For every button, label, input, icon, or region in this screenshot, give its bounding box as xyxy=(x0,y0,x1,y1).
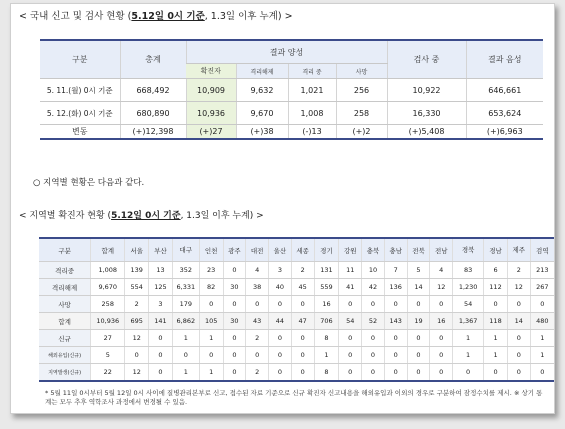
regional-header-cell: 인천 xyxy=(199,238,223,262)
table-cell: 118 xyxy=(484,313,508,330)
table-cell: 45 xyxy=(291,279,314,296)
footnote: * 5월 11일 0시부터 5월 12일 0시 사이에 질병관리본부로 신고, 접수된 자료 기준으로 신규 확진자 신고내용을 해외유입과 이외의 경우로 구분하여 잠정수치를 제시. ※ 상기 통계는 모두 추후 역학조사 과정에서 변경될 수 있음. xyxy=(45,389,543,406)
table-cell: 5 xyxy=(407,262,430,279)
cell-death: 258 xyxy=(336,102,387,125)
table-cell: 11 xyxy=(339,262,362,279)
table-cell: 42 xyxy=(362,279,385,296)
regional-title-date: 5.12일 0시 기준 xyxy=(111,211,181,221)
row-label: 격리중 xyxy=(39,262,91,279)
table-cell: 12 xyxy=(125,364,149,382)
regional-header-cell: 광주 xyxy=(223,238,246,262)
table-cell: 1 xyxy=(453,347,484,364)
table-cell: 1 xyxy=(484,347,508,364)
table-cell: 0 xyxy=(484,296,508,313)
table-cell: 2 xyxy=(125,296,149,313)
cell-testing: 10,922 xyxy=(387,79,466,102)
row-label: 지역발생(신규) xyxy=(39,364,91,382)
table-cell: 14 xyxy=(507,313,530,330)
header-released: 격리해제 xyxy=(236,64,288,79)
table-cell: 7 xyxy=(384,262,407,279)
table-cell: 0 xyxy=(339,296,362,313)
table-cell: 6,862 xyxy=(172,313,199,330)
table-cell: 1,230 xyxy=(453,279,484,296)
table-cell: 0 xyxy=(246,296,269,313)
table-cell: 16 xyxy=(314,296,339,313)
table-cell: 40 xyxy=(269,279,292,296)
table-cell: 9,670 xyxy=(91,279,125,296)
table-cell: 4 xyxy=(246,262,269,279)
regional-note: ○ 지역별 현황은 다음과 같다. xyxy=(33,178,145,188)
regional-header-cell: 대구 xyxy=(172,238,199,262)
table-cell: 41 xyxy=(339,279,362,296)
regional-header-cell: 대전 xyxy=(246,238,269,262)
regional-header-cell: 부산 xyxy=(149,238,173,262)
table-cell: 0 xyxy=(507,330,530,347)
table-row xyxy=(39,330,554,347)
table-cell: 8 xyxy=(314,330,339,347)
table-cell: 2 xyxy=(246,364,269,382)
row-label: 합계 xyxy=(39,313,91,330)
table-cell: 0 xyxy=(149,347,173,364)
row-label: 격리해제 xyxy=(39,279,91,296)
table-cell: 0 xyxy=(125,347,149,364)
table-cell: 0 xyxy=(269,364,292,382)
header-testing: 검사 중 xyxy=(387,40,466,79)
regional-header-cell: 충북 xyxy=(362,238,385,262)
table-cell: 0 xyxy=(507,364,530,382)
table-cell: 30 xyxy=(223,313,246,330)
table-cell: 480 xyxy=(530,313,554,330)
table-cell: 10 xyxy=(362,262,385,279)
cell-negative: (+)6,963 xyxy=(466,125,543,140)
table-cell: 131 xyxy=(314,262,339,279)
table-cell: 1 xyxy=(484,330,508,347)
table-cell: 0 xyxy=(362,347,385,364)
regional-header-cell: 경기 xyxy=(314,238,339,262)
table-cell: 136 xyxy=(384,279,407,296)
table-row xyxy=(39,313,554,330)
cell-negative: 646,661 xyxy=(466,79,543,102)
table-cell: 44 xyxy=(269,313,292,330)
header-isolating: 격리 중 xyxy=(288,64,336,79)
table-cell: 0 xyxy=(291,330,314,347)
table-cell: 1 xyxy=(172,364,199,382)
row-label: 5. 12.(화) 0시 기준 xyxy=(40,102,120,125)
table-cell: 52 xyxy=(362,313,385,330)
table-cell: 5 xyxy=(91,347,125,364)
cell-confirmed: 10,936 xyxy=(186,102,236,125)
table-cell: 2 xyxy=(246,330,269,347)
header-total: 총계 xyxy=(120,40,186,79)
regional-header-cell: 검역 xyxy=(530,238,554,262)
regional-header-cell: 경북 xyxy=(453,238,484,262)
regional-header-cell: 합계 xyxy=(91,238,125,262)
table-cell: 6,331 xyxy=(172,279,199,296)
cell-death: (+)2 xyxy=(336,125,387,140)
regional-header-cell: 세종 xyxy=(291,238,314,262)
table-cell: 6 xyxy=(484,262,508,279)
table-cell: 4 xyxy=(430,262,453,279)
cell-negative: 653,624 xyxy=(466,102,543,125)
table-cell: 0 xyxy=(339,347,362,364)
table-cell: 0 xyxy=(269,330,292,347)
table-cell: 12 xyxy=(125,330,149,347)
regional-header-cell: 제주 xyxy=(507,238,530,262)
table-cell: 19 xyxy=(407,313,430,330)
table-cell: 1 xyxy=(199,364,223,382)
table-cell: 0 xyxy=(149,330,173,347)
cell-confirmed: 10,909 xyxy=(186,79,236,102)
table-cell: 0 xyxy=(407,296,430,313)
table-cell: 0 xyxy=(384,347,407,364)
cell-released: (+)38 xyxy=(236,125,288,140)
table-cell: 0 xyxy=(199,296,223,313)
table-cell: 8 xyxy=(314,364,339,382)
table-cell: 27 xyxy=(91,330,125,347)
table-cell: 0 xyxy=(362,330,385,347)
regional-header-cell: 전남 xyxy=(430,238,453,262)
table-cell: 0 xyxy=(269,296,292,313)
cell-testing: (+)5,408 xyxy=(387,125,466,140)
table-cell: 695 xyxy=(125,313,149,330)
table-cell: 0 xyxy=(223,262,246,279)
table-cell: 0 xyxy=(339,364,362,382)
document-page xyxy=(10,3,555,414)
row-label: 사망 xyxy=(39,296,91,313)
table-cell: 0 xyxy=(507,296,530,313)
table-row xyxy=(40,79,543,102)
table-cell: 554 xyxy=(125,279,149,296)
regional-header-cell: 강원 xyxy=(339,238,362,262)
table-cell: 0 xyxy=(430,364,453,382)
table-cell: 22 xyxy=(91,364,125,382)
regional-header-cell: 전북 xyxy=(407,238,430,262)
national-title: < 국내 신고 및 검사 현황 (5.12일 0시 기준, 1.3일 이후 누계) > xyxy=(19,11,293,22)
table-cell: 23 xyxy=(199,262,223,279)
regional-header-cell: 구분 xyxy=(39,238,91,262)
table-cell: 706 xyxy=(314,313,339,330)
table-cell: 143 xyxy=(384,313,407,330)
table-cell: 12 xyxy=(430,279,453,296)
table-cell: 1 xyxy=(453,330,484,347)
table-cell: 83 xyxy=(453,262,484,279)
table-cell: 0 xyxy=(507,347,530,364)
table-cell: 13 xyxy=(149,262,173,279)
table-cell: 0 xyxy=(407,364,430,382)
table-row xyxy=(40,102,543,125)
table-cell: 2 xyxy=(291,262,314,279)
table-cell: 0 xyxy=(291,347,314,364)
table-cell: 16 xyxy=(430,313,453,330)
table-row xyxy=(39,364,554,382)
table-cell: 54 xyxy=(339,313,362,330)
table-cell: 0 xyxy=(291,296,314,313)
header-positive: 결과 양성 xyxy=(186,40,387,64)
cell-total: 668,492 xyxy=(120,79,186,102)
table-cell: 559 xyxy=(314,279,339,296)
cell-death: 256 xyxy=(336,79,387,102)
regional-title: < 지역별 확진자 현황 (5.12일 0시 기준, 1.3일 이후 누계) > xyxy=(19,211,264,221)
table-cell: 0 xyxy=(199,347,223,364)
national-header-row xyxy=(40,40,543,64)
table-cell: 10,936 xyxy=(91,313,125,330)
table-cell: 267 xyxy=(530,279,554,296)
cell-total: (+)12,398 xyxy=(120,125,186,140)
table-cell: 0 xyxy=(149,364,173,382)
table-cell: 0 xyxy=(269,347,292,364)
cell-released: 9,632 xyxy=(236,79,288,102)
regional-header-cell: 충남 xyxy=(384,238,407,262)
table-cell: 1 xyxy=(314,347,339,364)
table-cell: 105 xyxy=(199,313,223,330)
table-cell: 43 xyxy=(246,313,269,330)
header-negative: 결과 음성 xyxy=(466,40,543,79)
table-cell: 125 xyxy=(149,279,173,296)
table-cell: 30 xyxy=(223,279,246,296)
row-label: 신규 xyxy=(39,330,91,347)
table-cell: 1 xyxy=(530,330,554,347)
table-cell: 213 xyxy=(530,262,554,279)
regional-header-cell: 경남 xyxy=(484,238,508,262)
national-title-date: 5.12일 0시 기준 xyxy=(131,11,205,22)
regional-header-cell: 서울 xyxy=(125,238,149,262)
table-cell: 0 xyxy=(223,330,246,347)
table-cell: 0 xyxy=(339,330,362,347)
table-cell: 0 xyxy=(384,330,407,347)
table-cell: 54 xyxy=(453,296,484,313)
header-confirmed: 확진자 xyxy=(186,64,236,79)
table-cell: 82 xyxy=(199,279,223,296)
table-cell: 0 xyxy=(223,364,246,382)
cell-total: 680,890 xyxy=(120,102,186,125)
table-cell: 0 xyxy=(407,347,430,364)
row-label: 5. 11.(월) 0시 기준 xyxy=(40,79,120,102)
table-cell: 352 xyxy=(172,262,199,279)
table-cell: 0 xyxy=(430,296,453,313)
table-cell: 1 xyxy=(199,330,223,347)
table-cell: 0 xyxy=(362,296,385,313)
table-cell: 0 xyxy=(223,296,246,313)
regional-header-row xyxy=(39,238,554,262)
header-death: 사망 xyxy=(336,64,387,79)
cell-released: 9,670 xyxy=(236,102,288,125)
table-cell: 1 xyxy=(530,347,554,364)
table-cell: 0 xyxy=(291,364,314,382)
cell-isolating: 1,021 xyxy=(288,79,336,102)
table-cell: 0 xyxy=(530,296,554,313)
table-cell: 12 xyxy=(507,279,530,296)
table-cell: 2 xyxy=(507,262,530,279)
table-cell: 1 xyxy=(172,330,199,347)
table-cell: 179 xyxy=(172,296,199,313)
row-label: 변동 xyxy=(40,125,120,140)
table-cell: 38 xyxy=(246,279,269,296)
table-cell: 0 xyxy=(223,347,246,364)
table-row xyxy=(39,296,554,313)
table-cell: 0 xyxy=(384,296,407,313)
cell-isolating: 1,008 xyxy=(288,102,336,125)
table-cell: 14 xyxy=(407,279,430,296)
regional-header-cell: 울산 xyxy=(269,238,292,262)
table-cell: 141 xyxy=(149,313,173,330)
table-cell: 0 xyxy=(453,364,484,382)
table-cell: 139 xyxy=(125,262,149,279)
cell-confirmed: (+)27 xyxy=(186,125,236,140)
table-cell: 0 xyxy=(430,330,453,347)
row-label: 해외유입(신규) xyxy=(39,347,91,364)
cell-isolating: (-)13 xyxy=(288,125,336,140)
table-cell: 0 xyxy=(530,364,554,382)
table-row xyxy=(39,279,554,296)
header-category: 구분 xyxy=(40,40,120,79)
table-cell: 1,008 xyxy=(91,262,125,279)
table-cell: 0 xyxy=(246,347,269,364)
table-row-change xyxy=(40,125,543,140)
table-cell: 258 xyxy=(91,296,125,313)
table-cell: 0 xyxy=(362,364,385,382)
regional-confirmed-table xyxy=(39,237,554,382)
table-cell: 112 xyxy=(484,279,508,296)
cell-testing: 16,330 xyxy=(387,102,466,125)
table-cell: 0 xyxy=(484,364,508,382)
table-cell: 47 xyxy=(291,313,314,330)
table-cell: 0 xyxy=(407,330,430,347)
table-cell: 3 xyxy=(269,262,292,279)
table-cell: 0 xyxy=(430,347,453,364)
table-row xyxy=(39,347,554,364)
table-row xyxy=(39,262,554,279)
table-cell: 1,367 xyxy=(453,313,484,330)
national-status-table xyxy=(40,39,543,140)
table-cell: 0 xyxy=(384,364,407,382)
table-cell: 3 xyxy=(149,296,173,313)
table-cell: 0 xyxy=(172,347,199,364)
